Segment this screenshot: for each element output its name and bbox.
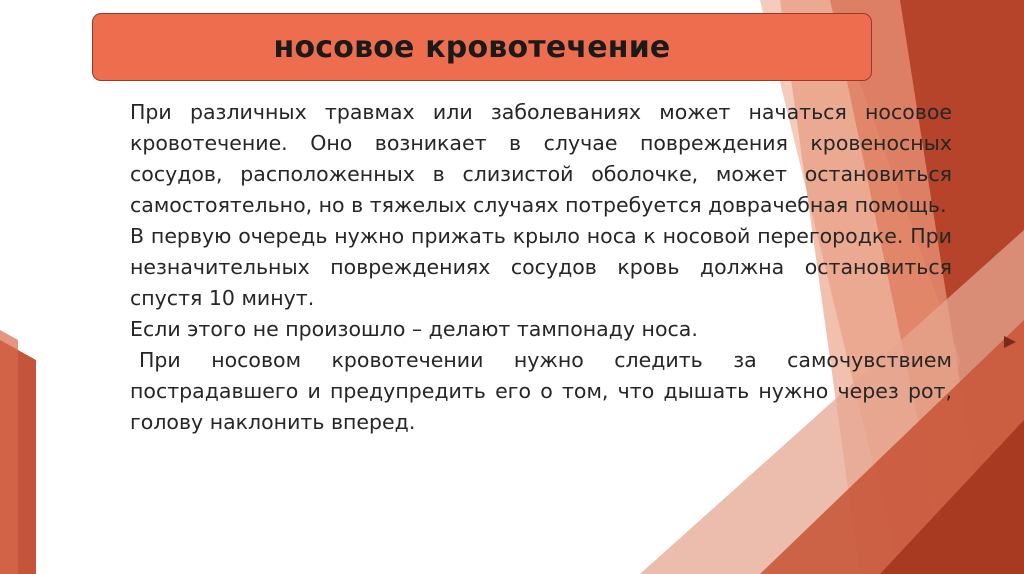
title-box xyxy=(92,13,872,81)
paragraph-monitoring: При носовом кровотечении нужно следить за самочувствием пострадавшего и предупредить его о том, что дышать нужно через рот, голову наклонить вперед. xyxy=(130,348,952,434)
left-stripe-light xyxy=(0,330,18,574)
paragraph-tamponade: Если этого не произошло – делают тампонаду носа. xyxy=(130,317,698,341)
body-text xyxy=(130,97,952,438)
page-title: носовое кровотечение xyxy=(273,29,671,65)
paragraph-intro: При различных травмах или заболеваниях может начаться носовое кровотечение. Оно возникает в случае повреждения кровеносных сосудов, расположенных в слизистой оболочке, может остановиться самостоятельно, но в тяжелых случаях потребуется доврачебная помощь. xyxy=(130,100,952,217)
paragraph-first-aid: В первую очередь нужно прижать крыло носа к носовой перегородке. При незначительных повреждениях сосудов кровь должна остановиться спустя 10 минут. xyxy=(130,224,952,310)
